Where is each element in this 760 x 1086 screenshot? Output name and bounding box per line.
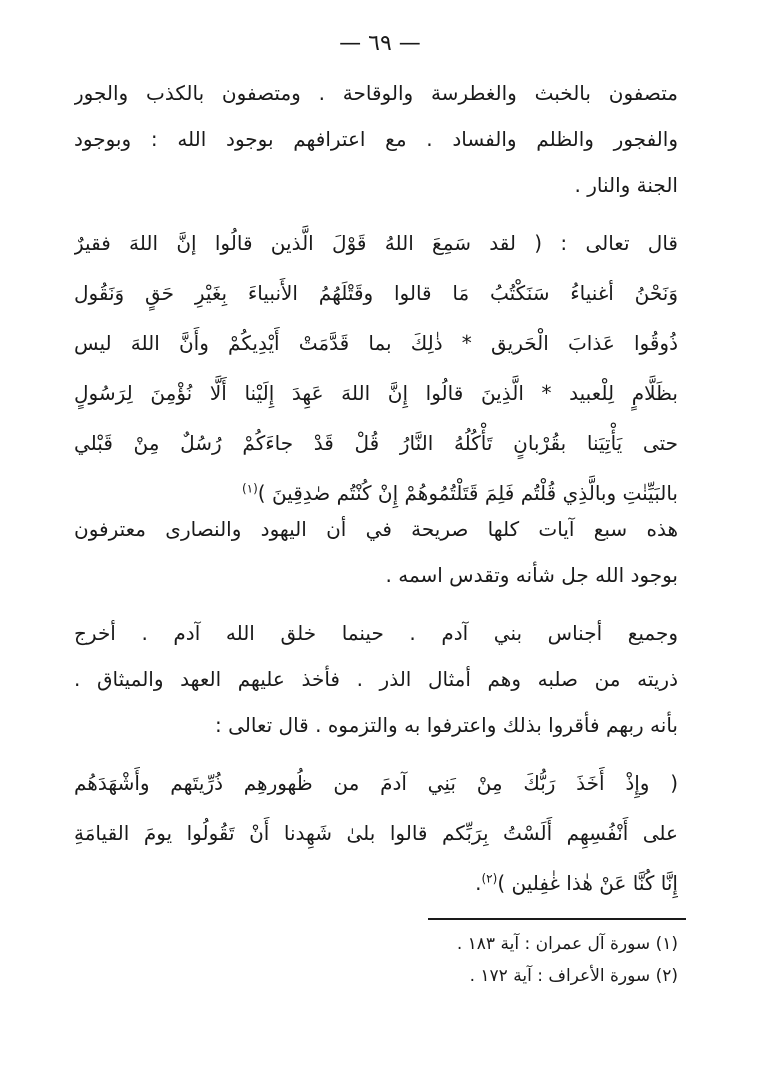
footnote-ref-2: (٢) <box>481 871 498 886</box>
footnote-divider <box>428 918 686 920</box>
paragraph-line: الجنة والنار . <box>574 173 678 197</box>
footnotes <box>348 928 678 992</box>
footnote-1: (١) سورة آل عمران : آية ١٨٣ . <box>456 934 678 954</box>
footnote-2: (٢) سورة الأعراف : آية ١٧٢ . <box>469 966 678 986</box>
page-number: — ٦٩ — <box>339 31 421 56</box>
quote-line: حتى يَأْتِيَنا بقُرْبانٍ تَأْكُلُهُ النَّارُ قُلْ قَدْ جاءَكُمْ رُسُلٌ مِنْ قَبْلي <box>74 431 678 455</box>
paragraph-2 <box>74 506 678 598</box>
paragraph-line: بأنه ربهم فأقروا بذلك واعترفوا به والتزموه . قال تعالى : <box>215 713 678 737</box>
footnote-ref-1: (١) <box>241 481 258 496</box>
paragraph-3 <box>74 610 678 748</box>
paragraph-line: وجميع أجناس بني آدم . حينما خلق الله آدم . أخرج <box>74 621 678 645</box>
quote-end-mark: . <box>475 871 482 895</box>
quote-line: وَنَحْنُ أغنياءُ سَنَكْتُبُ مَا قالوا وقَتْلَهُمُ الأَنبياءَ بِغَيْرِ حَقٍ وَنَقُول <box>74 281 678 305</box>
paragraph-line: متصفون بالخبث والغطرسة والوقاحة . ومتصفون بالكذب والجور <box>74 81 678 105</box>
quote-line: ( وإِذْ أَخَذَ رَبُّكَ مِنْ بَنِي آدمَ من ظُهورهِم ذُرِّيتَهم وأَشْهَدَهُم <box>74 771 678 795</box>
paragraph-line: والفجور والظلم والفساد . مع اعترافهم بوجود الله : وبوجود <box>74 127 678 151</box>
quote-line-text: بالبَيِّنٰتِ وبالَّذِي قُلْتُم فَلِمَ قَتَلْتُمُوهُمْ إِنْ كُنْتُم صٰدِقِينَ ) <box>257 481 678 505</box>
quote-line: ذُوقُوا عَذابَ الْحَريق * ذٰلِكَ بما قَدَّمَتْ أَيْدِيكُمْ وأَنَّ اللهَ ليس <box>74 331 678 355</box>
quote-line: على أَنْفُسِهِم أَلَسْتُ بِرَبِّكم قالوا بلىٰ شَهِدنا أَنْ تَقُولُوا يومَ القيامَةِ <box>74 821 678 845</box>
paragraph-1 <box>74 70 678 208</box>
quote-line-text: إِنَّا كُنَّا عَنْ هٰذا غٰفِلين ) <box>497 871 678 895</box>
quote-line-last <box>74 858 678 908</box>
paragraph-line: بوجود الله جل شأنه وتقدس اسمه . <box>385 563 678 587</box>
paragraph-line: هذه سبع آيات كلها صريحة في أن اليهود والنصارى معترفون <box>74 517 678 541</box>
quote-line: بظَلَّامٍ لِلْعبيد * الَّذِينَ قالُوا إِنَّ اللهَ عَهِدَ إِلَيْنا أَلَّا نُؤْمِنَ لِرَسُولٍ <box>74 381 678 405</box>
quran-quote-1 <box>74 218 678 518</box>
paragraph-line: ذريته من صلبه وهم أمثال الذر . فأخذ عليهم العهد والميثاق . <box>74 667 678 691</box>
quran-quote-2 <box>74 758 678 908</box>
quote-line: قال تعالى : ( لقد سَمِعَ اللهُ قَوْلَ الَّذين قالُوا إنَّ اللهَ فقيرٌ <box>74 231 678 255</box>
